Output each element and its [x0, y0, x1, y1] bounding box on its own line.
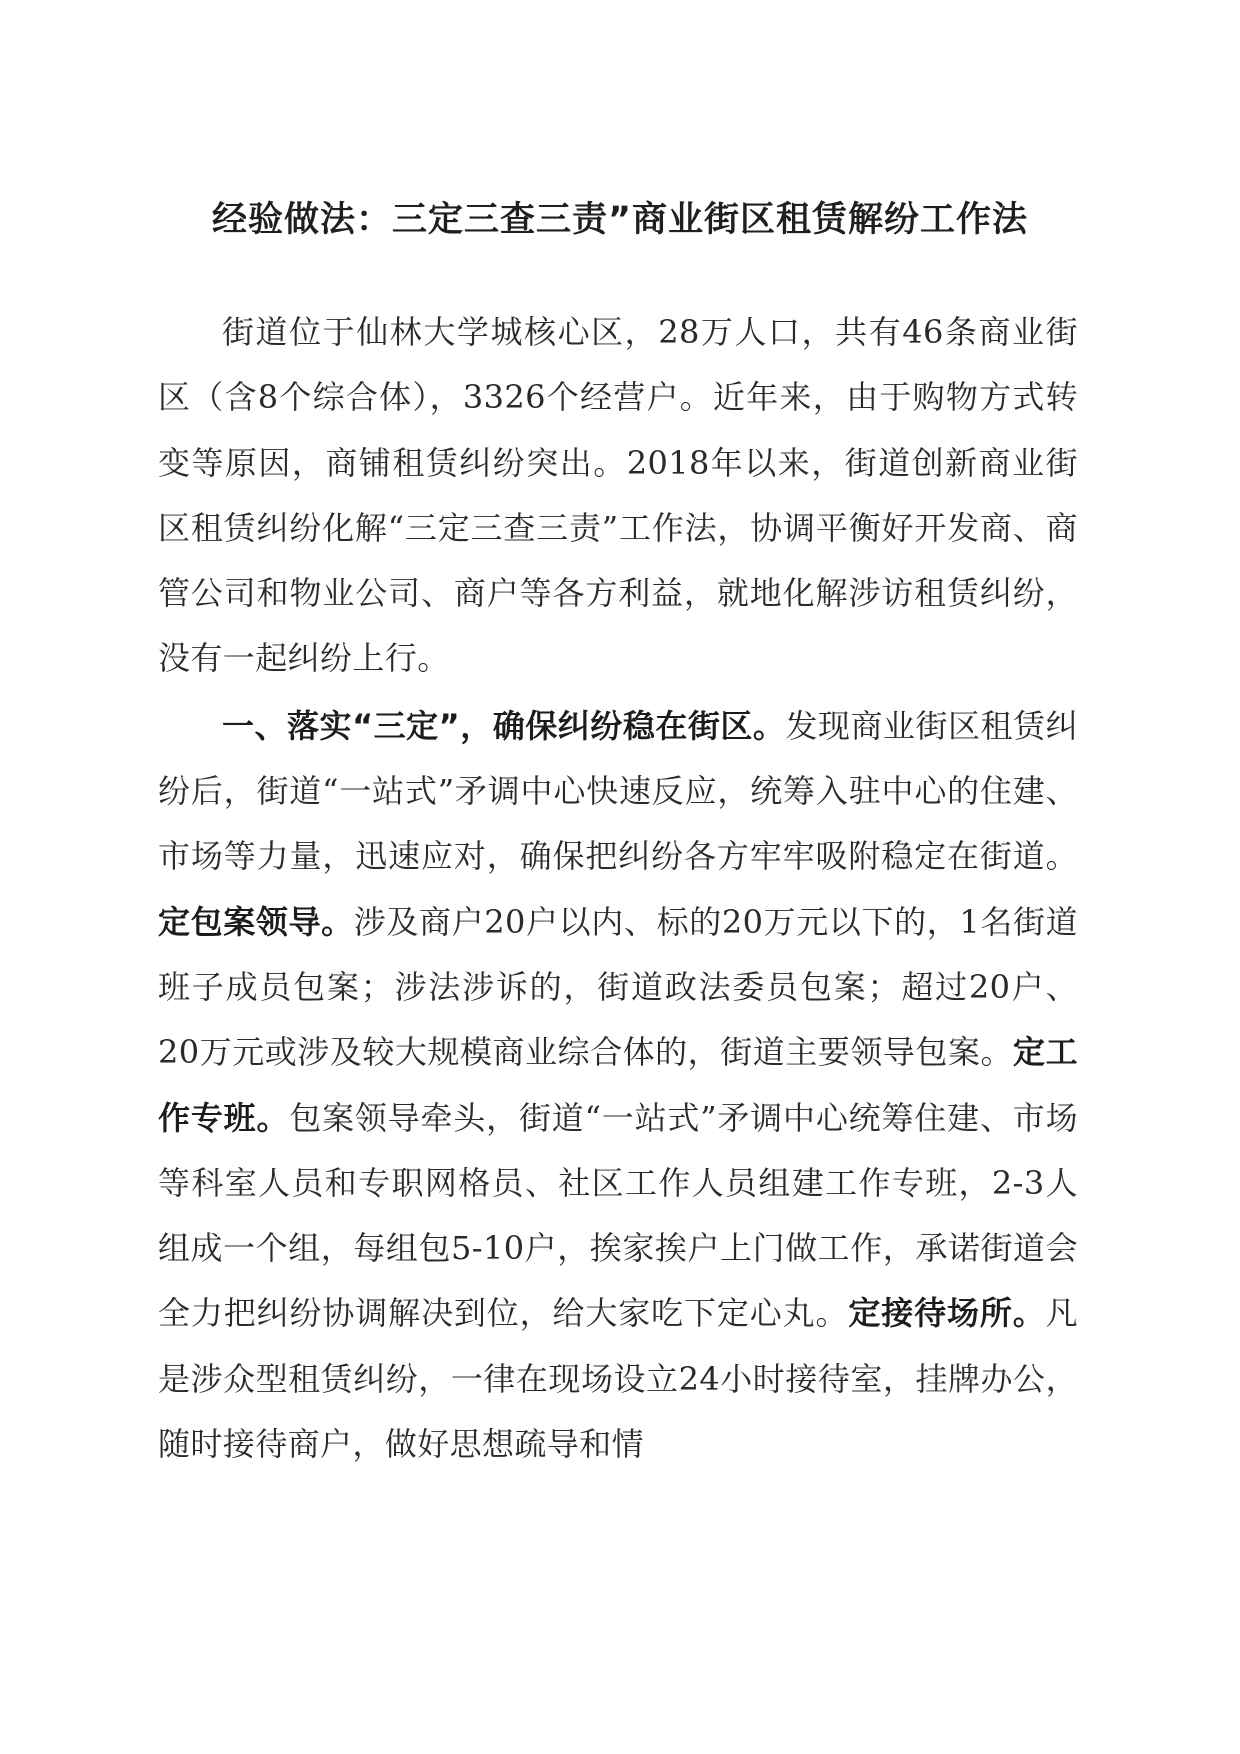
- section-1-heading: 一、落实“三定”，确保纠纷稳在街区。: [222, 706, 786, 745]
- item-3-text: 凡是涉众型租赁纠纷，一律在现场设立24小时接待室，挂牌办公，随时接待商户，做好思想疏导和情: [158, 1294, 1078, 1464]
- section-1-text: 发现商业街区租赁纠纷后，街道“一站式”矛调中心快速反应，统筹入驻中心的住建、市场等力量，迅速应对，确保把纠纷各方牢牢吸附稳定在街道。: [158, 706, 1078, 876]
- item-3-title: 定接待场所。: [848, 1294, 1046, 1333]
- section-1-paragraph: [158, 694, 1078, 1478]
- intro-paragraph: 街道位于仙林大学城核心区，28万人口，共有46条商业街区（含8个综合体），3326个经营户。近年来，由于购物方式转变等原因，商铺租赁纠纷突出。2018年以来，街道创新商业街区租赁纠纷化解“三定三查三责”工作法，协调平衡好开发商、商管公司和物业公司、商户等各方利益，就地化解涉访租赁纠纷，没有一起纠纷上行。: [158, 313, 1078, 678]
- item-2-title: 定工作专班。: [158, 1033, 1078, 1137]
- document-body: [158, 300, 1078, 1477]
- item-1-text: 涉及商户20户以内、标的20万元以下的，1名街道班子成员包案；涉法涉诉的，街道政法委员包案；超过20户、20万元或涉及较大规模商业综合体的，街道主要领导包案。: [158, 902, 1078, 1072]
- document-title: 经验做法：三定三查三责”商业街区租赁解纷工作法: [211, 200, 1028, 240]
- item-1-title: 定包案领导。: [158, 902, 354, 941]
- item-2-text: 包案领导牵头，街道“一站式”矛调中心统筹住建、市场等科室人员和专职网格员、社区工作人员组建工作专班，2-3人组成一个组，每组包5-10户，挨家挨户上门做工作，承诺街道会全力把纠纷协调解决到位，给大家吃下定心丸。: [158, 1098, 1078, 1333]
